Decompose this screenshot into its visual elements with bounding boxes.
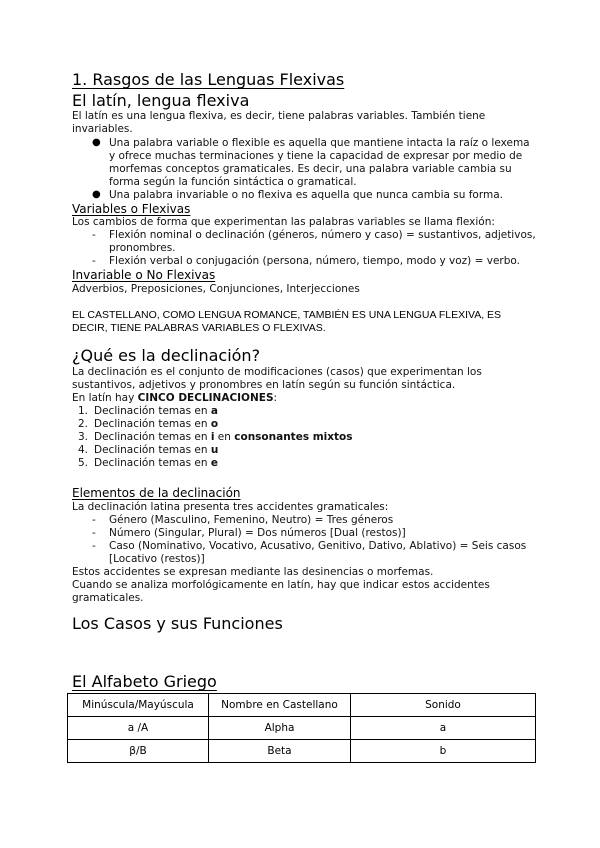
item-bold: a — [210, 405, 218, 417]
item-text: Declinación temas en — [94, 444, 211, 456]
section-title-declinacion: ¿Qué es la declinación? — [72, 346, 261, 365]
subheading-elementos: Elementos de la declinación — [72, 486, 241, 500]
item-bold: e — [210, 457, 218, 469]
section-subtitle: El latín, lengua flexiva — [72, 91, 250, 110]
paragraph-line: La declinación es el conjunto de modificaciones (casos) que experimentan los — [72, 366, 482, 378]
dash-item-text: pronombres. — [109, 242, 176, 254]
section-title: 1. Rasgos de las Lenguas Flexivas — [72, 70, 345, 89]
table-cell: a /A — [68, 717, 209, 740]
item-number: 4. — [77, 444, 88, 456]
dash-icon: - — [92, 229, 96, 241]
dash-item-text: Flexión nominal o declinación (géneros, número y caso) = sustantivos, adjetivos, — [109, 229, 536, 241]
table-header-row — [68, 694, 536, 717]
item-text: Declinación temas en — [94, 418, 211, 430]
paragraph-line — [72, 392, 277, 405]
numbered-item — [72, 457, 218, 470]
bullet-text: morfemas conceptos gramaticales. Es decir, una palabra variable cambia su — [109, 163, 512, 175]
item-bold: o — [210, 418, 219, 430]
dash-icon: - — [92, 527, 96, 539]
table-header-cell: Sonido — [351, 694, 536, 717]
intro-line: invariables. — [72, 123, 133, 135]
numbered-item — [72, 405, 218, 418]
table-header-cell: Minúscula/Mayúscula — [68, 694, 209, 717]
dash-item-text: [Locativo (restos)] — [109, 553, 205, 565]
table-row — [68, 740, 536, 763]
paragraph-line: Los cambios de forma que experimentan las palabras variables se llama flexión: — [72, 216, 495, 228]
item-number: 5. — [77, 457, 88, 469]
item-bold: u — [210, 444, 219, 456]
dash-item-text: Flexión verbal o conjugación (persona, número, tiempo, modo y voz) = verbo. — [109, 255, 520, 267]
caps-statement: DECIR, TIENE PALABRAS VARIABLES O FLEXIVAS. — [72, 322, 326, 334]
intro-line: El latín es una lengua flexiva, es decir, tiene palabras variables. También tiene — [72, 110, 486, 122]
dash-icon: - — [92, 255, 96, 267]
table-cell: a — [351, 717, 536, 740]
bullet-text: y ofrece muchas terminaciones y tiene la capacidad de expresar por medio de — [109, 150, 523, 162]
item-number: 3. — [77, 431, 88, 443]
paragraph-line: sustantivos, adjetivos y pronombres en latín según su función sintáctica. — [72, 379, 456, 391]
item-text: en — [214, 431, 235, 443]
bullet-text: forma según la función sintáctica o gramatical. — [109, 176, 357, 188]
table-cell: Beta — [209, 740, 351, 763]
text-run: En latín hay — [72, 392, 138, 404]
item-text: Declinación temas en — [94, 431, 211, 443]
paragraph-line: gramaticales. — [72, 592, 144, 604]
dash-icon: - — [92, 514, 96, 526]
section-title-alfabeto: El Alfabeto Griego — [72, 672, 217, 691]
bullet-text: Una palabra variable o flexible es aquella que mantiene intacta la raíz o lexema — [109, 137, 530, 149]
dash-item-text: Caso (Nominativo, Vocativo, Acusativo, Genitivo, Dativo, Ablativo) = Seis casos — [109, 540, 527, 552]
bullet-icon: ● — [92, 137, 101, 148]
subheading-invariables: Invariable o No Flexivas — [72, 268, 216, 282]
dash-icon: - — [92, 540, 96, 552]
bold-run: CINCO DECLINACIONES — [137, 392, 274, 404]
numbered-item — [72, 444, 218, 457]
table-header-cell: Nombre en Castellano — [209, 694, 351, 717]
item-bold: consonantes mixtos — [234, 431, 353, 443]
dash-item-text: Género (Masculino, Femenino, Neutro) = Tres géneros — [109, 514, 394, 526]
table-cell: Alpha — [209, 717, 351, 740]
item-bold: i — [210, 431, 215, 443]
item-text: Declinación temas en — [94, 405, 211, 417]
paragraph-line: Cuando se analiza morfológicamente en latín, hay que indicar estos accidentes — [72, 579, 490, 591]
item-number: 1. — [77, 405, 88, 417]
subheading-variables: Variables o Flexivas — [72, 202, 191, 216]
paragraph-line: Adverbios, Preposiciones, Conjunciones, Interjecciones — [72, 283, 360, 295]
caps-statement: EL CASTELLANO, COMO LENGUA ROMANCE, TAMBIÉN ES UNA LENGUA FLEXIVA, ES — [72, 309, 502, 321]
paragraph-line: La declinación latina presenta tres accidentes gramaticales: — [72, 501, 389, 513]
paragraph-line: Estos accidentes se expresan mediante las desinencias o morfemas. — [72, 566, 434, 578]
bullet-text: Una palabra invariable o no flexiva es aquella que nunca cambia su forma. — [109, 189, 503, 201]
table-row — [68, 717, 536, 740]
table-cell: β/B — [68, 740, 209, 763]
item-text: Declinación temas en — [94, 457, 211, 469]
numbered-item — [72, 418, 218, 431]
text-run: : — [273, 392, 278, 404]
dash-item-text: Número (Singular, Plural) = Dos números [Dual (restos)] — [109, 527, 406, 539]
section-title-casos: Los Casos y sus Funciones — [72, 614, 283, 633]
numbered-item — [72, 431, 353, 444]
bullet-icon: ● — [92, 189, 101, 200]
greek-alphabet-table — [67, 693, 536, 763]
table-cell: b — [351, 740, 536, 763]
item-number: 2. — [77, 418, 88, 430]
